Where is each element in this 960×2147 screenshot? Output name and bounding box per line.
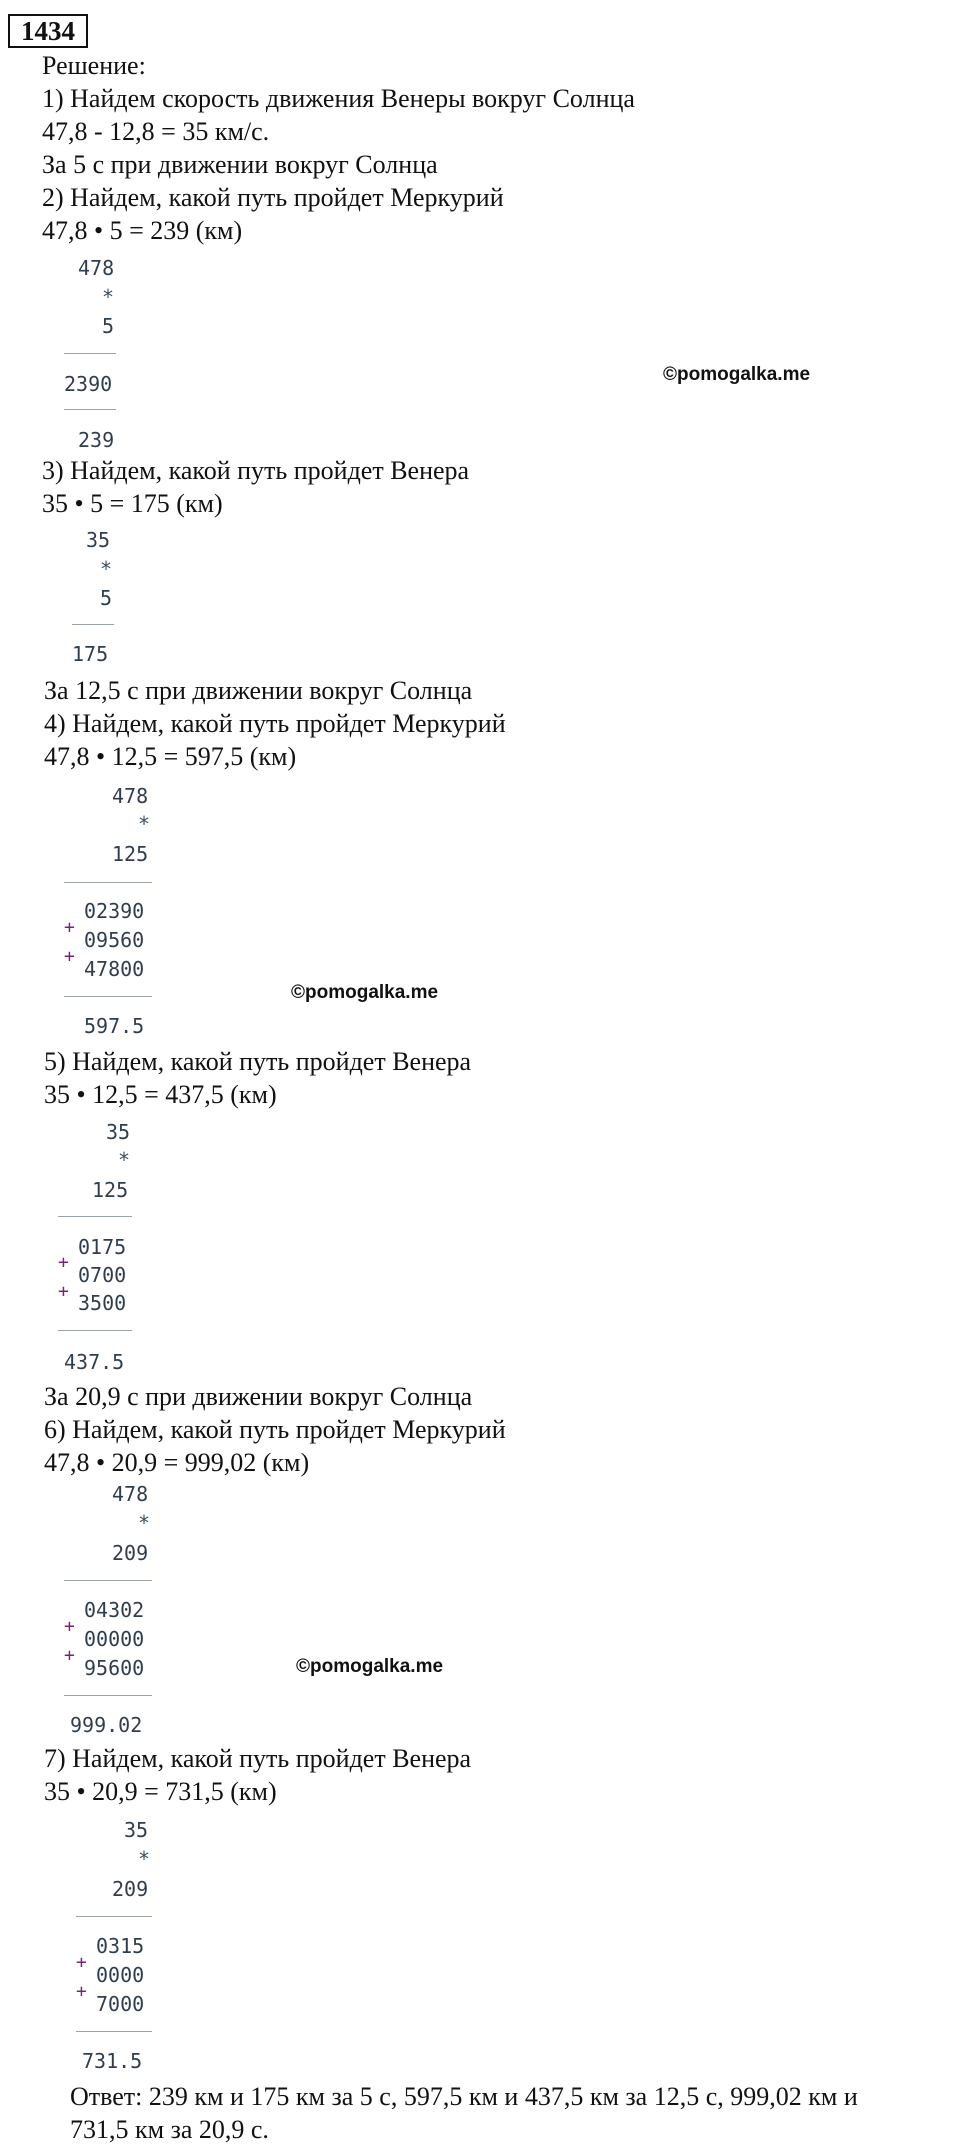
calc-result: 239 <box>78 428 115 452</box>
calc-partial: 04302 <box>84 1598 145 1622</box>
step-6-title: 6) Найдем, какой путь пройдет Меркурий <box>44 1415 506 1444</box>
calc-partial: 95600 <box>84 1656 145 1680</box>
calc-partial: 47800 <box>84 957 145 981</box>
calc-rule <box>64 409 116 410</box>
step-3-title: 3) Найдем, какой путь пройдет Венера <box>42 456 470 485</box>
step-5-title: 5) Найдем, какой путь пройдет Венера <box>44 1047 472 1076</box>
calc-result: 999.02 <box>70 1713 143 1737</box>
step-7-title: 7) Найдем, какой путь пройдет Венера <box>44 1744 472 1773</box>
calc-plus: + <box>58 1281 69 1302</box>
calc-rule <box>64 1695 152 1696</box>
calc-rule <box>64 353 116 354</box>
calc-partial: 2390 <box>64 372 113 396</box>
calc-result: 597.5 <box>84 1014 145 1038</box>
calc-rule <box>64 1580 152 1581</box>
calc-multiplicand: 35 <box>106 1120 131 1144</box>
calc-multiplicand: 478 <box>112 784 149 808</box>
calc-multiplicand: 478 <box>78 256 115 280</box>
calc-partial: 0000 <box>96 1963 145 1987</box>
calc-operator: * <box>138 812 151 836</box>
calc-partial: 02390 <box>84 899 145 923</box>
section-12-5s: За 12,5 с при движении вокруг Солнца <box>44 676 473 705</box>
calc-operator: * <box>100 557 113 581</box>
calc-plus: + <box>64 917 75 938</box>
calc-rule <box>64 996 152 997</box>
calc-operator: * <box>138 1847 151 1871</box>
calc-plus: + <box>64 1645 75 1666</box>
step-2-title: 2) Найдем, какой путь пройдет Меркурий <box>42 183 504 212</box>
calc-plus: + <box>64 1616 75 1637</box>
calc-multiplier: 209 <box>112 1877 149 1901</box>
calc-partial: 3500 <box>78 1291 127 1315</box>
calc-plus: + <box>64 946 75 967</box>
calc-plus: + <box>76 1981 87 2002</box>
calc-partial: 00000 <box>84 1627 145 1651</box>
step-1-title: 1) Найдем скорость движения Венеры вокруг Солнца <box>42 84 635 113</box>
section-20-9s: За 20,9 с при движении вокруг Солнца <box>44 1382 473 1411</box>
answer-line-2: 731,5 км за 20,9 с. <box>70 2115 269 2144</box>
calc-rule <box>64 882 152 883</box>
calc-result: 437.5 <box>64 1350 125 1374</box>
problem-number: 1434 <box>8 14 88 48</box>
calc-multiplier: 5 <box>102 314 115 338</box>
step-7-equation: 35 • 20,9 = 731,5 (км) <box>44 1777 277 1806</box>
watermark: ©pomogalka.me <box>296 1656 444 1677</box>
calc-rule <box>58 1216 132 1217</box>
section-5s: За 5 с при движении вокруг Солнца <box>42 150 438 179</box>
calc-partial: 7000 <box>96 1992 145 2016</box>
answer-line-1: Ответ: 239 км и 175 км за 5 с, 597,5 км и 437,5 км за 12,5 с, 999,02 км и <box>70 2082 858 2111</box>
step-5-equation: 35 • 12,5 = 437,5 (км) <box>44 1080 277 1109</box>
calc-multiplicand: 35 <box>124 1818 149 1842</box>
calc-partial: 0700 <box>78 1263 127 1287</box>
step-6-equation: 47,8 • 20,9 = 999,02 (км) <box>44 1448 310 1477</box>
calc-multiplier: 125 <box>92 1178 129 1202</box>
watermark: ©pomogalka.me <box>291 982 439 1003</box>
calc-operator: * <box>102 285 115 309</box>
calc-rule <box>76 2031 152 2032</box>
watermark: ©pomogalka.me <box>663 364 811 385</box>
calc-multiplier: 5 <box>100 586 113 610</box>
calc-multiplicand: 478 <box>112 1482 149 1506</box>
calc-result: 175 <box>72 642 109 666</box>
calc-multiplier: 209 <box>112 1541 149 1565</box>
step-1-equation: 47,8 - 12,8 = 35 км/с. <box>42 117 270 146</box>
step-3-equation: 35 • 5 = 175 (км) <box>42 489 223 518</box>
calc-plus: + <box>76 1952 87 1973</box>
step-2-equation: 47,8 • 5 = 239 (км) <box>42 216 243 245</box>
step-4-title: 4) Найдем, какой путь пройдет Меркурий <box>44 709 506 738</box>
calc-operator: * <box>138 1511 151 1535</box>
calc-partial: 0315 <box>96 1934 145 1958</box>
calc-plus: + <box>58 1252 69 1273</box>
calc-rule <box>76 1916 152 1917</box>
calc-result: 731.5 <box>82 2049 143 2073</box>
calc-multiplicand: 35 <box>86 528 111 552</box>
calc-operator: * <box>118 1148 131 1172</box>
calc-rule <box>72 624 114 625</box>
calc-multiplier: 125 <box>112 842 149 866</box>
solution-heading: Решение: <box>42 51 146 80</box>
step-4-equation: 47,8 • 12,5 = 597,5 (км) <box>44 742 297 771</box>
calc-rule <box>58 1330 132 1331</box>
calc-partial: 09560 <box>84 928 145 952</box>
calc-partial: 0175 <box>78 1235 127 1259</box>
